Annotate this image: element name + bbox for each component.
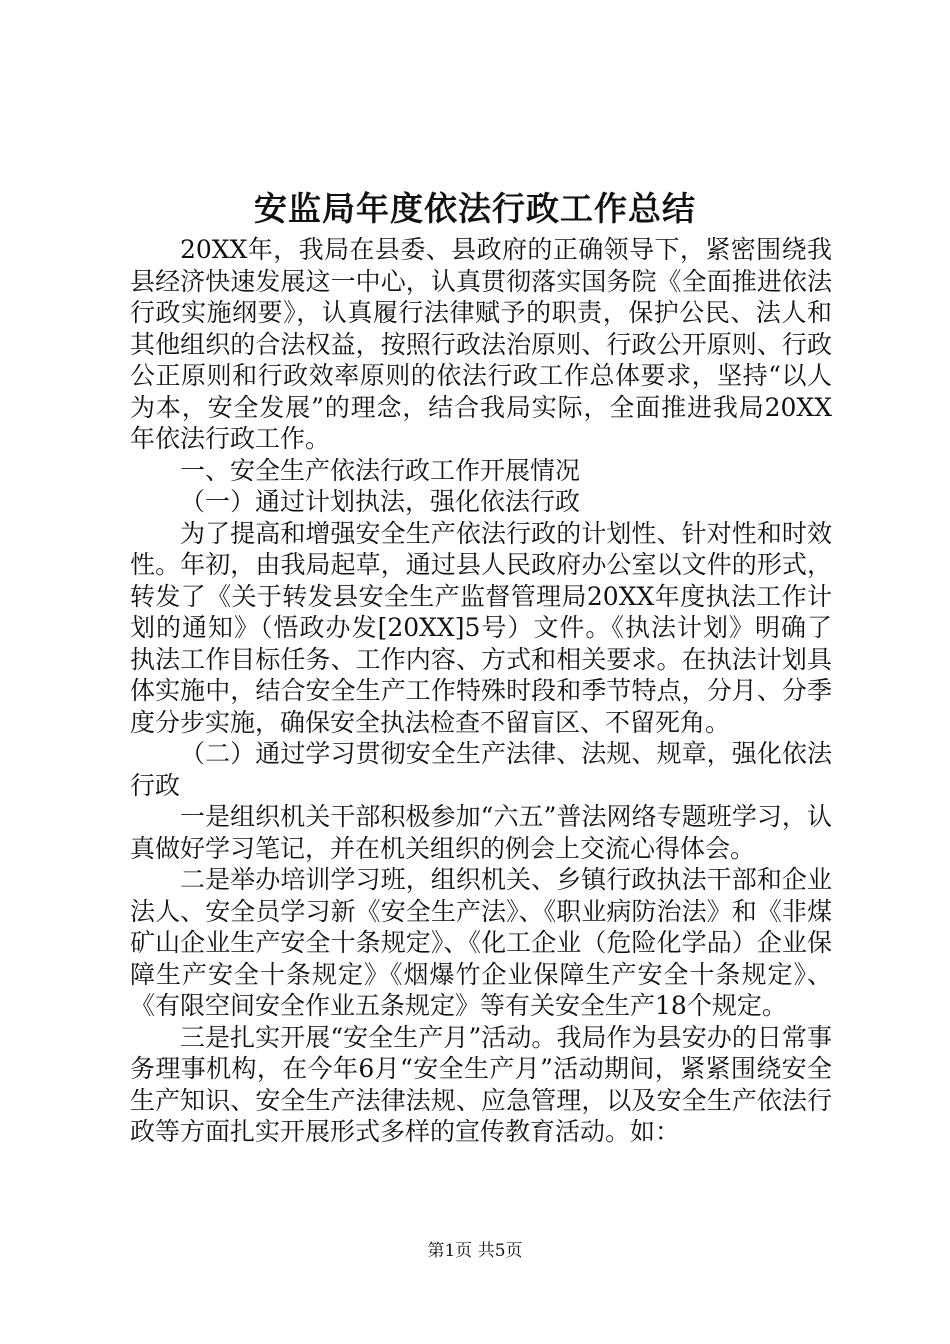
paragraph-item-3: 三是扎实开展“安全生产月”活动。我局作为县安办的日常事务理事机构，在今年6月“安全生产月”活动期间，紧紧围绕安全生产知识、安全生产法律法规、应急管理，以及安全生产依法行政等方面扎实开展形式多样的宣传教育活动。如： bbox=[130, 1022, 832, 1146]
document-title: 安监局年度依法行政工作总结 bbox=[254, 189, 696, 228]
document-body bbox=[130, 234, 832, 1148]
subsection-heading-2: （二）通过学习贯彻安全生产法律、法规、规章，强化依法行政 bbox=[130, 739, 832, 800]
section-heading-1: 一、安全生产依法行政工作开展情况 bbox=[180, 455, 581, 485]
paragraph-plan-enforcement: 为了提高和增强安全生产依法行政的计划性、针对性和时效性。年初，由我局起草，通过县人民政府办公室以文件的形式，转发了《关于转发县安全生产监督管理局20XX年度执法工作计划的通知》（悟政办发[20XX]5号）文件。《执法计划》明确了执法工作目标任务、工作内容、方式和相关要求。在执法计划具体实施中，结合安全生产工作特殊时段和季节特点，分月、分季度分步实施，确保安全执法检查不留盲区、不留死角。 bbox=[130, 518, 832, 737]
subsection-heading-1: （一）通过计划执法，强化依法行政 bbox=[180, 487, 581, 516]
paragraph-intro: 20XX年，我局在县委、县政府的正确领导下，紧密围绕我县经济快速发展这一中心，认真贯彻落实国务院《全面推进依法行政实施纲要》，认真履行法律赋予的职责，保护公民、法人和其他组织的合法权益，按照行政法治原则、行政公开原则、行政公正原则和行政效率原则的依法行政工作总体要求，坚持“以人为本，安全发展”的理念，结合我局实际，全面推进我局20XX年依法行政工作。 bbox=[130, 235, 832, 453]
paragraph-item-2: 二是举办培训学习班，组织机关、乡镇行政执法干部和企业法人、安全员学习新《安全生产法》、《职业病防治法》和《非煤矿山企业生产安全十条规定》、《化工企业（危险化学品）企业保障生产安全十条规定》《烟爆竹企业保障生产安全十条规定》、《有限空间安全作业五条规定》等有关安全生产18个规定。 bbox=[130, 865, 832, 1020]
paragraph-item-1: 一是组织机关干部积极参加“六五”普法网络专题班学习，认真做好学习笔记，并在机关组织的例会上交流心得体会。 bbox=[130, 802, 832, 863]
page-footer: 第1页 共5页 bbox=[427, 1241, 523, 1261]
